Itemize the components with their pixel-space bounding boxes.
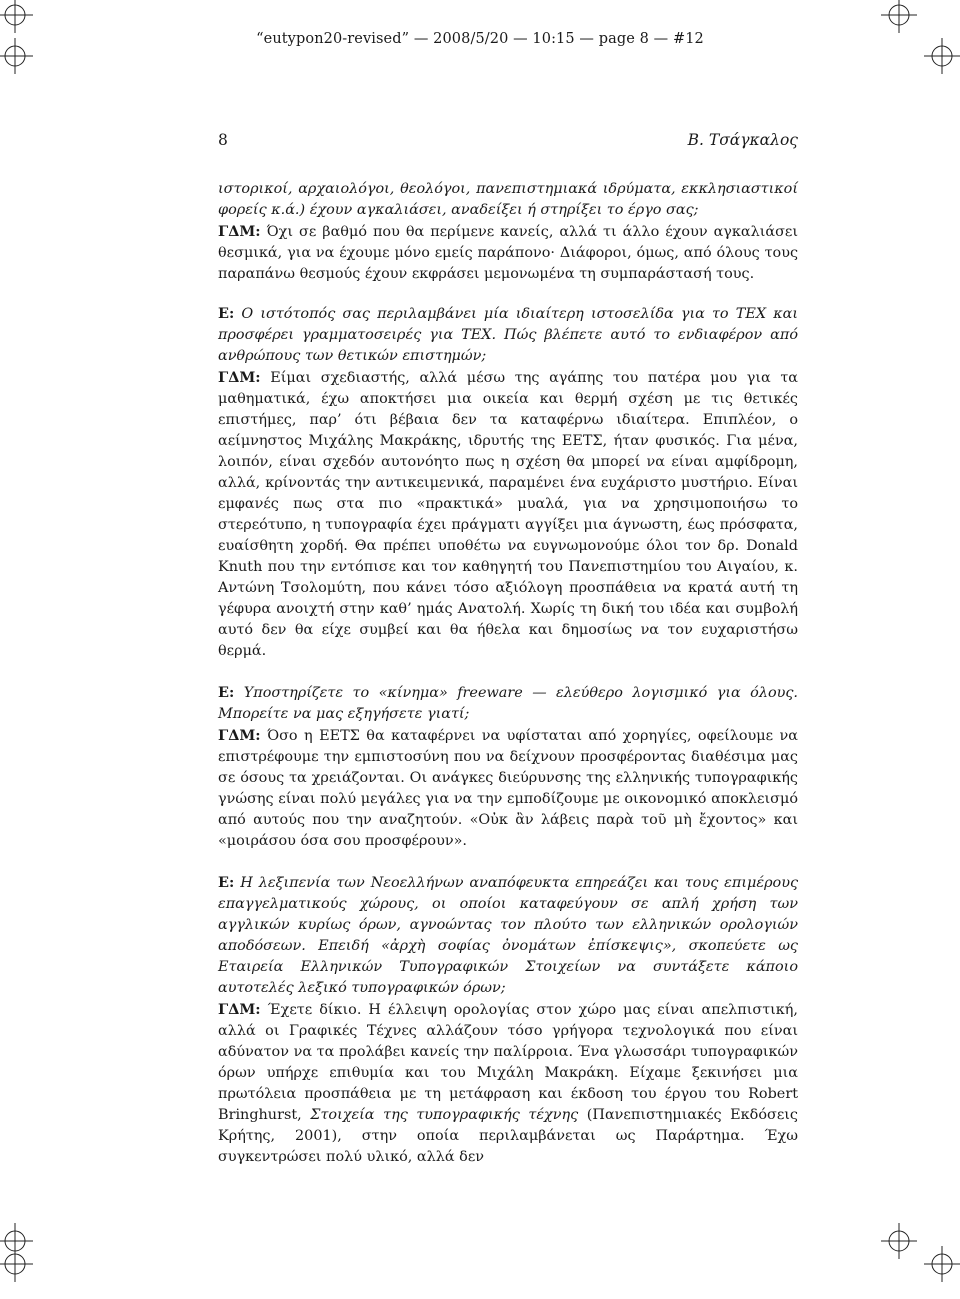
crop-mark-top-right — [881, 0, 917, 33]
question-3 — [218, 682, 798, 725]
answer-text: Όχι σε βαθμό που θα περίμενε κανείς, αλλά τι άλλο έχουν αγκαλιάσει θεσμικά, για να έχουμε μόνο εμείς παράπονο· Διάφοροι, όμως, από όλους τους παραπάνω θεσμούς έχουν εκφράσει μεμονωμένα τη συμπαράστασή τους. — [218, 224, 799, 282]
question-text: Η λεξιπενία των Νεοελλήνων αναπόφευκτα επηρεάζει και τους επιμέρους επαγγελματικούς χώρους, οι οποίοι καταφεύγουν σε απλή χρήση των αγγλικών κυρίως όρων, αγνοώντας τον πλούτο των ελληνικών ορολογιών αποδόσεων. Επειδή «ἀρχὴ σοφίας ὀνομάτων ἐπίσκεψις», σκοπεύετε ως Εταιρεία Ελληνικών Τυπογραφικών Στοιχείων να συντάξετε κάποιο αυτοτελές λεξικό τυπογραφικών όρων; — [218, 875, 799, 996]
page-number: 8 — [218, 131, 228, 149]
question-4 — [218, 872, 798, 999]
question-text: Ο ιστότοπός σας περιλαμβάνει μία ιδιαίτερη ιστοσελίδα για το TEX και προσφέρει γραμματοσειρές για TEX. Πώς βλέπετε αυτό το ενδιαφέρον από ανθρώπους των θετικών επιστημών; — [218, 306, 798, 364]
speaker-label: ΓΔΜ: — [218, 223, 261, 240]
interview-body — [218, 179, 798, 1168]
answer-3 — [218, 725, 798, 852]
crop-mark-bottom-left — [0, 1223, 33, 1259]
answer-text: Έχετε δίκιο. Η έλλειψη ορολογίας στον χώρο μας είναι απελπιστική, αλλά οι Γραφικές Τέχνες αλλάζουν τόσο γρήγορα τεχνολογικά που είναι αδύνατον να τα προλάβει κανείς την παλίρροια. Ένα γλωσσάρι τυπογραφικών όρων υπήρχε επιθυμία και του Μιχάλη Μακράκη. Είχαμε ξεκινήσει μια πρωτόλεια προσπάθεια με τη μετάφραση και έκδοση του έργου του Robert Bringhurst, — [218, 1002, 798, 1123]
speaker-label: Ε: — [218, 874, 235, 891]
question-2 — [218, 303, 798, 367]
print-slug: “eutypon20-revised” — 2008/5/20 — 10:15 — page 8 — #12 — [256, 31, 704, 47]
speaker-label: ΓΔΜ: — [218, 727, 261, 744]
crop-mark-top-left — [0, 0, 33, 33]
running-author: Β. Τσάγκαλος — [687, 131, 798, 149]
book-title: Στοιχεία της τυπογραφικής τέχνης — [310, 1107, 579, 1123]
answer-text-tail: (Πανεπιστημιακές Εκδόσεις Κρήτης, 2001), στην οποία περιλαμβάνεται ως Παράρτημα. Έχω συγκεντρώσει πολύ υλικό, αλλά δεν — [218, 1107, 798, 1165]
answer-text: Όσο η ΕΕΤΣ θα καταφέρνει να υφίσταται από χορηγίες, οφείλουμε να επιστρέφουμε την εμπιστοσύνη που να δείχνουν προσφέροντας διαθέσιμα μας σε όσους τα χρειάζονται. Οι ανάγκες διεύρυνσης της ελληνικής τυπογραφικής γνώσης είναι πολύ μεγάλες για να την εμποδίζουμε με οικονομικό αποκλεισμό από αυτούς που την αναζητούν. «Οὐκ ἂν λάβεις παρὰ τοῦ μὴ ἔχοντος» και «μοιράσου όσα σου προσφέρουν». — [218, 728, 798, 849]
speaker-label: Ε: — [218, 684, 235, 701]
speaker-label: Ε: — [218, 305, 235, 322]
answer-1 — [218, 221, 798, 285]
speaker-label: ΓΔΜ: — [218, 1001, 261, 1018]
answer-2 — [218, 367, 798, 662]
crop-mark-bottom-right — [881, 1223, 917, 1259]
crop-mark-right-lower — [924, 1246, 960, 1282]
answer-4 — [218, 999, 798, 1168]
answer-text: Είμαι σχεδιαστής, αλλά μέσω της αγάπης του πατέρα μου για τα μαθηματικά, έχω αποκτήσει μια οικεία και θερμή σχέση με τις θετικές επιστήμες, παρ’ ότι βέβαια δεν τα καταφέρνω ιδιαίτερα. Επιπλέον, ο αείμνηστος Μιχάλης Μακράκης, ιδρυτής της ΕΕΤΣ, ήταν φυσικός. Για μένα, λοιπόν, είναι σχεδόν αυτονόητο πως η σχέση θα μπορεί να είναι αμφίδρομη, αλλά, κρίνοντάς την αντικειμενικά, παραμένει ένα ευχάριστο μυστήριο. Είναι εμφανές πως στα πιο «πρακτικά» μυαλά, για να χρησιμοποιήσω το στερεότυπο, η τυπογραφία έχει πράγματι αγγίξει μια άγνωστη, έως πρόσφατα, ευαίσθητη χορδή. Θα πρέπει υποθέτω να ευγνωμονούμε όλοι τον δρ. Donald Knuth που την εντόπισε και τον καθηγητή του Πανεπιστημίου του Αιγαίου, κ. Αντώνη Τσολομύτη, που κάνει τόσο αξιόλογη προσπάθεια να κρατά αυτή τη γέφυρα ανοιχτή στην καθ’ ημάς Ανατολή. Χωρίς τη δική του ιδέα και συμβολή αυτό δεν θα είχε συμβεί και θα ήθελα και δημοσίως να τον ευχαριστήσω θερμά. — [218, 370, 798, 659]
speaker-label: ΓΔΜ: — [218, 369, 261, 386]
running-head — [218, 131, 798, 149]
question-text: Υποστηρίζετε το «κίνημα» freeware — ελεύθερο λογισμικό για όλους. Μπορείτε να μας εξηγήσετε γιατί; — [218, 685, 799, 722]
question-continuation: ιστορικοί, αρχαιολόγοι, θεολόγοι, πανεπιστημιακά ιδρύματα, εκκλησιαστικοί φορείς κ.ά.) έχουν αγκαλιάσει, αναδείξει ή στηρίξει το έργο σας; — [218, 181, 798, 218]
